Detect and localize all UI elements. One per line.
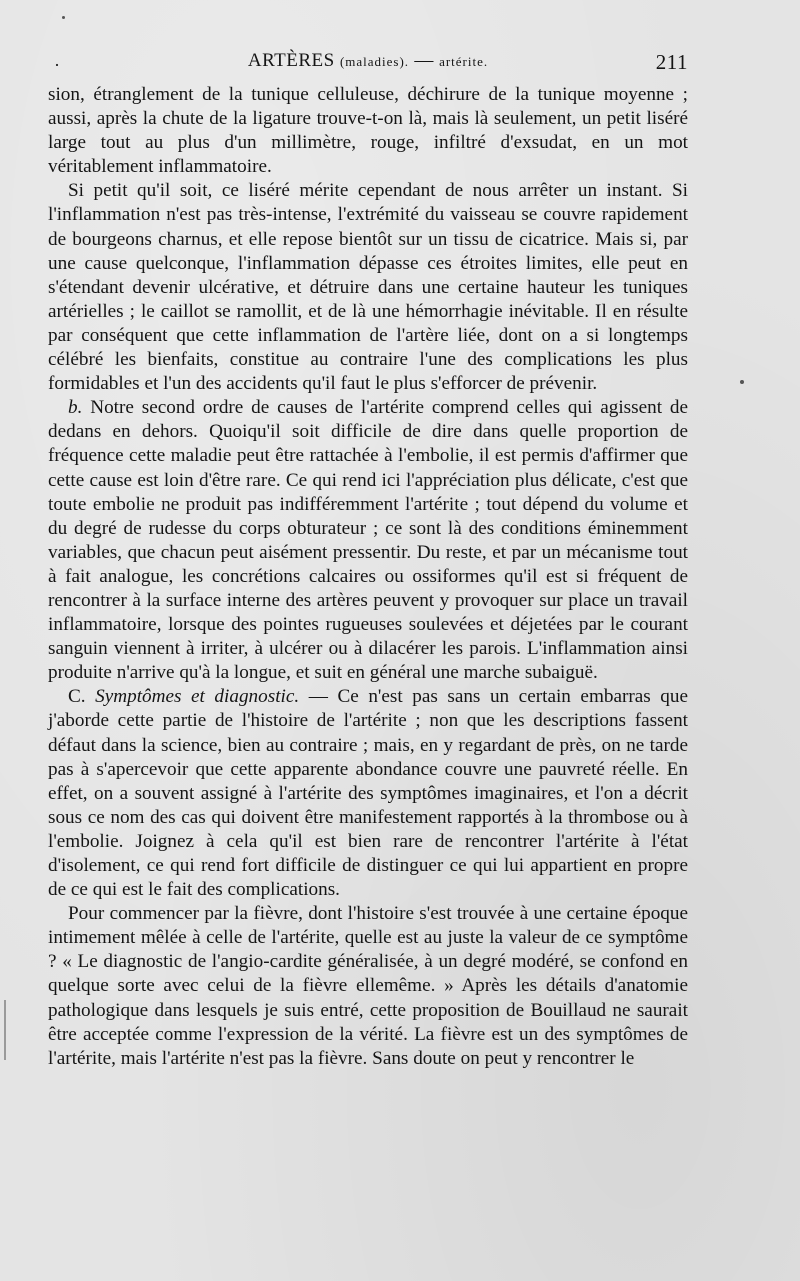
section-letter: C. <box>68 686 86 708</box>
margin-dot: · <box>54 55 61 75</box>
paragraph <box>48 902 688 1071</box>
running-head <box>48 50 688 76</box>
running-head-dash: — <box>414 50 434 71</box>
paragraph-lead: b. <box>68 397 83 419</box>
running-head-main: ARTÈRES <box>247 50 335 71</box>
paragraph-text: Si petit qu'il soit, ce liséré mérite cependant de nous arrêter un instant. Si l'inflammation n'est pas très-intense, l'extrémité du vaisseau se couvre rapidement de bourgeons charnus, et elle repose bientôt sur un tissu de cicatrice. Mais si, par une cause quelconque, l'inflammation dépasse ces étroites limites, elle peut en s'étendant devenir ulcérative, et détruire dans une certaine hauteur les tuniques artérielles ; le caillot se ramollit, et de là une hémorrhagie inévitable. Il en résulte par conséquent que cette inflammation de l'artère liée, dont on a si longtemps célébré les bienfaits, constitue au contraire l'une des complications les plus formidables et l'un des accidents qu'il faut le plus s'efforcer de prévenir. <box>48 180 688 395</box>
paper-speck <box>740 380 744 384</box>
paragraph-text: — Ce n'est pas sans un certain embarras que j'aborde cette partie de l'histoire de l'artérite ; non que les descriptions fassent défaut dans la science, bien au contraire ; mais, en y regardant de près, on ne tarde pas à s'apercevoir que cette apparente abondance couvre une pauvreté réelle. En effet, on a souvent assigné à l'artérite des symptômes imaginaires, et l'on a décrit sous ce nom des cas qui doivent être manifestement rapportés à la thrombose ou à l'embolie. Joignez à cela qu'il est bien rare de rencontrer l'artérite à l'état d'isolement, ce qui rend fort difficile de distinguer ce qui lui appartient en propre de ce qui est le fait des complications. <box>48 686 688 901</box>
body-text <box>48 83 688 1071</box>
paragraph-text: sion, étranglement de la tunique celluleuse, déchirure de la tunique moyenne ; aussi, après la chute de la ligature trouve-t-on là, mais là seulement, un petit liséré large tout au plus d'un millimètre, rouge, infiltré d'exsudat, en un mot véritablement inflammatoire. <box>48 84 688 178</box>
paragraph-text: Pour commencer par la fièvre, dont l'histoire s'est trouvée à une certaine époque intimement mêlée à celle de l'artérite, quelle est au juste la valeur de ce symptôme ? « Le diagnostic de l'angio-cardite généralisée, à un degré modéré, se confond en quelque sorte avec celui de la fièvre ellemême. » Après les détails d'anatomie pathologique dans lesquels je suis entré, cette proposition de Bouillaud ne saurait être acceptée comme l'expression de la vérité. La fièvre est un des symptômes de l'artérite, mais l'artérite n'est pas la fièvre. Sans doute on peut y rencontrer le <box>48 903 688 1069</box>
running-head-title <box>48 50 688 72</box>
running-head-sub: artérite. <box>439 54 489 69</box>
page-number: 211 <box>655 50 688 74</box>
paper-speck <box>62 16 65 19</box>
paragraph <box>48 685 688 902</box>
paragraph <box>48 396 688 685</box>
paragraph-text: Notre second ordre de causes de l'artérite comprend celles qui agissent de dedans en dehors. Quoiqu'il soit difficile de dire dans quelle proportion de fréquence cette maladie peut être rattachée à l'embolie, il est permis d'affirmer que cette cause est loin d'être rare. Ce qui rend ici l'appréciation plus délicate, c'est que toute embolie ne produit pas indifféremment l'artérite ; tout dépend du volume et du degré de rudesse du corps obturateur ; ce sont là des conditions éminemment variables, que chacun peut aisément pressentir. Du reste, et par un mécanisme tout à fait analogue, les concrétions calcaires ou ossiformes qu'il est si fréquent de rencontrer à la surface interne des artères peuvent y provoquer sur place un travail inflammatoire, lorsque des pointes rugueuses soulevées et déjetées par le courant sanguin viennent à irriter, à ulcérer ou à dilacérer les parois. L'inflammation ainsi produite n'arrive qu'à la longue, et suit en général une marche subaiguë. <box>48 397 688 684</box>
section-heading: Symptômes et diagnostic. <box>85 686 300 708</box>
running-head-paren: (maladies). <box>339 54 410 69</box>
margin-shadow <box>4 1000 6 1060</box>
paragraph <box>48 179 688 396</box>
paragraph <box>48 83 688 179</box>
